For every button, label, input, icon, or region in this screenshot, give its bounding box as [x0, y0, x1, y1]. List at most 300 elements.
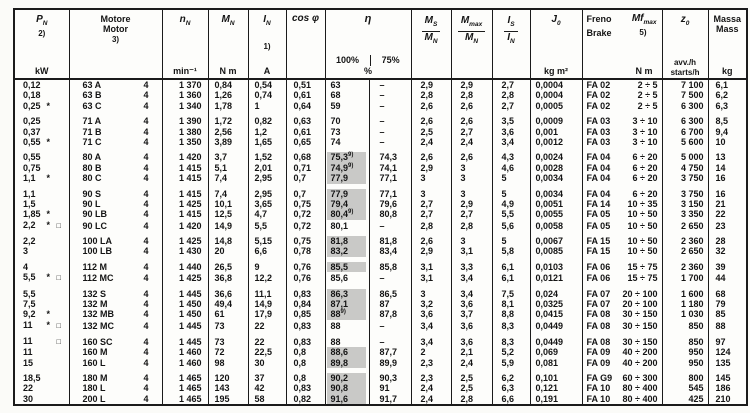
ms-ratio-cell: 2,3 — [411, 358, 451, 368]
brake-cell — [582, 383, 662, 393]
eta100-value: 81,8 — [327, 236, 366, 246]
brake-cell — [582, 137, 662, 147]
brake-torque-range: 3 ÷ 10 — [632, 126, 658, 137]
mmax-ratio-cell: 2,6 — [451, 111, 492, 126]
cosphi-cell: 0,7 — [286, 184, 325, 199]
mass-cell: 8,5 — [708, 111, 747, 126]
brake-type: FA 05 — [586, 220, 611, 231]
brake-cell — [582, 173, 662, 183]
eta100-value: 85,5 — [327, 262, 366, 272]
power-value: 0,18 — [23, 90, 41, 101]
eta75-cell: 87,7 — [369, 347, 411, 357]
current-cell: 22,5 — [248, 347, 286, 357]
ms-ratio-cell: 3 — [411, 283, 451, 298]
motor-title-it: Motore — [100, 14, 131, 24]
brake-type: FA 07 — [586, 298, 611, 309]
brake-type: FA 03 — [586, 126, 611, 137]
table-row — [14, 358, 747, 368]
header-is-ratio — [492, 9, 530, 79]
motor-group-3 — [14, 147, 747, 183]
torque-cell: 20 — [208, 246, 248, 256]
motor-size: 180 L — [82, 383, 106, 394]
inertia-cell: 0,101 — [530, 368, 582, 383]
power-cell — [14, 320, 69, 331]
current-cell: 1,65 — [248, 137, 286, 147]
footnote-5: 5) — [639, 28, 647, 38]
table-row — [14, 137, 747, 147]
header-torque — [208, 9, 248, 79]
eta100-value: 75,3$^{9)}$ — [327, 152, 366, 162]
starts-cell: 1 700 — [662, 272, 708, 283]
is-ratio-cell: 5 — [492, 173, 530, 183]
power-cell — [14, 79, 69, 90]
mass-cell: 21 — [708, 199, 747, 209]
inertia-cell: 0,0034 — [530, 184, 582, 199]
brake-torque-range: 3 ÷ 10 — [632, 116, 658, 127]
power-value: 11 — [23, 347, 33, 358]
is-ratio-cell: 8,3 — [492, 320, 530, 331]
inertia-cell: 0,069 — [530, 347, 582, 357]
ms-ratio-cell: 2,5 — [411, 127, 451, 137]
mass-cell: 68 — [708, 283, 747, 298]
mmax-ratio-cell: 2,8 — [451, 90, 492, 100]
eta75-cell: – — [369, 90, 411, 100]
eta100-cell — [325, 209, 369, 219]
power-cell — [14, 209, 69, 219]
inertia-cell: 0,001 — [530, 127, 582, 137]
brake-type: FA 02 — [586, 90, 611, 101]
brake-torque-range: 10 ÷ 50 — [627, 220, 658, 231]
torque-cell: 49,4 — [208, 299, 248, 309]
brake-cell — [582, 231, 662, 246]
eta75-cell: – — [369, 137, 411, 147]
power-value: 15 — [23, 357, 34, 368]
motor-size: 132 S — [82, 288, 107, 299]
is-ratio-cell: 6,6 — [492, 394, 530, 405]
mmax-ratio-cell: 2,7 — [451, 209, 492, 219]
eta100-value: 88,6 — [327, 347, 366, 357]
starts-cell: 3 750 — [662, 184, 708, 199]
mass-cell: 6,1 — [708, 79, 747, 90]
brake-type: FA 04 — [586, 188, 611, 199]
inertia-cell: 0,0034 — [530, 173, 582, 183]
power-cell — [14, 331, 69, 347]
ms-ratio-cell: 2,4 — [411, 383, 451, 393]
inertia-cell: 0,0121 — [530, 272, 582, 283]
power-value: 4 — [23, 261, 29, 272]
is-ratio-cell: 5,8 — [492, 246, 530, 256]
brake-title-it: Freno — [586, 14, 612, 24]
torque-cell: 5,1 — [208, 163, 248, 173]
eta100-value: 74 — [330, 137, 341, 148]
is-ratio-cell: 3,4 — [492, 137, 530, 147]
pole-count: 4 — [143, 393, 149, 404]
pole-count: 4 — [143, 90, 149, 101]
motor-size: 63 C — [82, 100, 102, 111]
mass-unit: kg — [722, 65, 733, 76]
current-cell: 22 — [248, 320, 286, 331]
mmax-ratio-cell: 3,6 — [451, 331, 492, 347]
eta100-value: 77,9 — [327, 173, 366, 183]
current-cell: 37 — [248, 368, 286, 383]
power-unit: kW — [35, 65, 49, 76]
inertia-cell: 0,121 — [530, 383, 582, 393]
torque-cell: 2,56 — [208, 127, 248, 137]
ms-ratio-cell: 2,9 — [411, 246, 451, 256]
ms-ratio-cell: 3 — [411, 184, 451, 199]
brake-torque-range: 30 ÷ 150 — [622, 309, 658, 320]
ms-ratio-cell: 3,6 — [411, 309, 451, 319]
brake-torque-range: 6 ÷ 20 — [632, 162, 658, 173]
brake-cell — [582, 309, 662, 319]
mmax-ratio-cell: 2,4 — [451, 358, 492, 368]
is-ratio-cell: 5,9 — [492, 358, 530, 368]
brake-torque-range: 60 ÷ 300 — [622, 373, 658, 384]
power-value: 0,75 — [23, 162, 41, 173]
is-ratio-cell: 5,6 — [492, 220, 530, 231]
table-row — [14, 79, 747, 90]
eta100-cell — [325, 101, 369, 111]
power-cell — [14, 127, 69, 137]
torque-cell: 195 — [208, 394, 248, 405]
table-row — [14, 347, 747, 357]
motor-size: 90 LC — [82, 220, 108, 231]
mmax-ratio-cell: 2,9 — [451, 79, 492, 90]
table-row — [14, 272, 747, 283]
ms-ratio-cell: 2,3 — [411, 368, 451, 383]
eta100-value: 68 — [330, 90, 341, 101]
mass-cell: 186 — [708, 383, 747, 393]
power-symbol: $P_N$ — [36, 14, 48, 27]
current-cell: 1,52 — [248, 147, 286, 162]
motor-size: 80 C — [82, 173, 102, 184]
brake-cell — [582, 101, 662, 111]
starts-cell: 4 750 — [662, 163, 708, 173]
asterisk-marker: * — [46, 137, 51, 148]
brake-torque-range: 80 ÷ 400 — [622, 393, 658, 404]
motor-cell — [69, 173, 162, 183]
eta100-cell — [325, 309, 369, 319]
starts-cell: 2 650 — [662, 220, 708, 231]
eta75-cell: 83,4 — [369, 246, 411, 256]
speed-cell: 1 445 — [162, 320, 208, 331]
pole-count: 4 — [143, 336, 149, 347]
brake-cell — [582, 246, 662, 256]
pole-count: 4 — [143, 173, 149, 184]
pole-count: 4 — [143, 298, 149, 309]
motor-group-4 — [14, 184, 747, 231]
ms-ratio-cell: 2,4 — [411, 137, 451, 147]
mass-cell: 124 — [708, 347, 747, 357]
current-cell: 6,6 — [248, 246, 286, 256]
starts-unit-it: avv./h — [673, 58, 697, 67]
pole-count: 4 — [143, 320, 149, 331]
power-cell — [14, 111, 69, 126]
current-cell: 30 — [248, 358, 286, 368]
motor-size: 80 A — [82, 152, 102, 163]
inertia-cell: 0,0024 — [530, 147, 582, 162]
power-cell — [14, 101, 69, 111]
brake-torque-range: 80 ÷ 400 — [622, 383, 658, 394]
power-cell — [14, 184, 69, 199]
eta100-cell — [325, 358, 369, 368]
cosphi-cell: 0,83 — [286, 320, 325, 331]
starts-symbol: $z_0$ — [680, 14, 690, 27]
mass-cell: 16 — [708, 173, 747, 183]
torque-cell: 7,4 — [208, 184, 248, 199]
power-value: 30 — [23, 393, 34, 404]
motor-size: 132 M — [82, 298, 108, 309]
brake-cell — [582, 368, 662, 383]
brake-cell — [582, 320, 662, 331]
inertia-cell: 0,0449 — [530, 331, 582, 347]
mass-cell: 10 — [708, 137, 747, 147]
mmax-ratio-cell: 3 — [451, 163, 492, 173]
power-cell — [14, 299, 69, 309]
pole-count: 4 — [143, 152, 149, 163]
eta100-value: 90,8 — [327, 383, 366, 393]
mmax-ratio-cell: 2,7 — [451, 127, 492, 137]
torque-cell: 73 — [208, 320, 248, 331]
power-cell — [14, 309, 69, 319]
eta100-value: 88$^{9)}$ — [327, 309, 366, 319]
pole-count: 4 — [143, 261, 149, 272]
torque-cell: 3,7 — [208, 147, 248, 162]
pole-count: 4 — [143, 137, 149, 148]
table-row — [14, 220, 747, 231]
power-cell — [14, 220, 69, 231]
header-mmax-ratio — [451, 9, 492, 79]
brake-torque-range: 6 ÷ 20 — [632, 173, 658, 184]
cosphi-cell: 0,83 — [286, 283, 325, 298]
mass-cell: 28 — [708, 231, 747, 246]
power-value: 1,85 — [23, 209, 41, 220]
header-ms-ratio — [411, 9, 451, 79]
mmax-ratio-cell: 3,3 — [451, 257, 492, 272]
brake-cell — [582, 283, 662, 298]
is-ratio-cell: 8,8 — [492, 309, 530, 319]
is-ratio-cell: 4,9 — [492, 199, 530, 209]
table-row — [14, 173, 747, 183]
brake-torque-range: 6 ÷ 20 — [632, 152, 658, 163]
ms-ratio-cell: 2,6 — [411, 147, 451, 162]
is-ratio-cell: 2,8 — [492, 90, 530, 100]
power-value: 11 — [23, 335, 33, 346]
cosphi-cell: 0,61 — [286, 127, 325, 137]
power-cell — [14, 147, 69, 162]
power-value: 5,5 — [23, 288, 36, 299]
power-cell — [14, 246, 69, 256]
ms-ratio-cell: 3 — [411, 173, 451, 183]
brake-torque-range: 40 ÷ 200 — [622, 357, 658, 368]
pole-count: 4 — [143, 220, 149, 231]
speed-cell: 1 460 — [162, 358, 208, 368]
torque-cell: 10,1 — [208, 199, 248, 209]
cosphi-cell: 0,8 — [286, 358, 325, 368]
eta75-cell: – — [369, 220, 411, 231]
mass-cell: 6,2 — [708, 90, 747, 100]
brake-torque-range: 20 ÷ 100 — [622, 298, 658, 309]
eta100-cell — [325, 220, 369, 231]
motor-size: 71 C — [82, 137, 102, 148]
speed-cell: 1 415 — [162, 173, 208, 183]
ms-ratio-cell: 2 — [411, 347, 451, 357]
motor-size: 80 B — [82, 162, 102, 173]
motor-cell — [69, 394, 162, 405]
mmax-mn-fraction: $\frac{M_{max}}{M_N}$ — [458, 16, 485, 48]
ms-ratio-cell: 3,2 — [411, 299, 451, 309]
power-value: 18,5 — [23, 373, 41, 384]
brake-torque-range: 30 ÷ 150 — [622, 336, 658, 347]
brake-cell — [582, 272, 662, 283]
eta75-cell: – — [369, 79, 411, 90]
power-cell — [14, 199, 69, 209]
pole-count: 4 — [143, 236, 149, 247]
motor-cell — [69, 137, 162, 147]
motor-size: 160 SC — [82, 336, 113, 347]
ms-ratio-cell: 2,6 — [411, 101, 451, 111]
starts-cell: 950 — [662, 358, 708, 368]
eta100-value: 70 — [330, 116, 341, 127]
eta100-value: 86,3 — [327, 289, 366, 299]
brake-cell — [582, 358, 662, 368]
is-ratio-cell: 5 — [492, 231, 530, 246]
cosphi-symbol: cos φ — [291, 13, 320, 24]
power-cell — [14, 90, 69, 100]
mmax-ratio-cell: 2,8 — [451, 394, 492, 405]
current-cell: 22 — [248, 331, 286, 347]
inertia-cell: 0,081 — [530, 358, 582, 368]
torque-cell: 7,4 — [208, 173, 248, 183]
brake-torque-range: 15 ÷ 75 — [627, 261, 658, 272]
eta100-cell — [325, 184, 369, 199]
power-cell — [14, 272, 69, 283]
footnote-3: 3) — [111, 34, 120, 44]
table-row — [14, 383, 747, 393]
eta100-cell — [325, 283, 369, 298]
speed-cell: 1 430 — [162, 246, 208, 256]
footnote-9-marker: 9) — [340, 309, 346, 316]
ms-ratio-cell: 3,4 — [411, 320, 451, 331]
mmax-ratio-cell: 3 — [451, 231, 492, 246]
motor-cell — [69, 220, 162, 231]
eta100-cell — [325, 137, 369, 147]
power-value: 9,2 — [23, 309, 36, 320]
motor-cell — [69, 79, 162, 90]
is-ratio-cell: 8,3 — [492, 331, 530, 347]
eta100-value: 77,9 — [327, 189, 366, 199]
eta-75-label: 75% — [381, 55, 400, 66]
power-value: 22 — [23, 383, 34, 394]
eta100-cell — [325, 147, 369, 162]
power-cell — [14, 231, 69, 246]
ms-ratio-cell: 2,6 — [411, 111, 451, 126]
brake-type: FA 10 — [586, 383, 611, 394]
brake-type: FA 09 — [586, 347, 611, 358]
torque-cell: 36,6 — [208, 283, 248, 298]
inertia-cell: 0,0004 — [530, 90, 582, 100]
inertia-cell: 0,0012 — [530, 137, 582, 147]
is-ratio-cell: 6,1 — [492, 272, 530, 283]
current-cell: 9 — [248, 257, 286, 272]
power-value: 0,55 — [23, 152, 41, 163]
starts-cell: 5 000 — [662, 147, 708, 162]
table-row — [14, 231, 747, 246]
eta75-cell: – — [369, 127, 411, 137]
mass-title-it: Massa — [713, 14, 742, 24]
pole-count: 4 — [143, 199, 149, 209]
eta100-value: 73 — [330, 126, 341, 137]
asterisk-marker: * — [46, 209, 51, 220]
table-row — [14, 147, 747, 162]
power-value: 1,5 — [23, 199, 36, 209]
current-cell: 3,65 — [248, 199, 286, 209]
cosphi-cell: 0,82 — [286, 394, 325, 405]
starts-cell: 1 030 — [662, 309, 708, 319]
mass-cell: 23 — [708, 220, 747, 231]
asterisk-marker: * — [46, 272, 51, 283]
motor-cell — [69, 257, 162, 272]
footnote-9-marker: 9) — [348, 152, 354, 159]
torque-cell: 1,78 — [208, 101, 248, 111]
torque-cell: 120 — [208, 368, 248, 383]
motor-title-en: Motor — [103, 24, 128, 35]
header-motor — [69, 9, 162, 79]
pole-count: 4 — [143, 288, 149, 299]
table-row — [14, 209, 747, 219]
eta100-value: 80,4$^{9)}$ — [327, 209, 366, 219]
eta100-value: 74,9$^{9)}$ — [327, 163, 366, 173]
speed-cell: 1 415 — [162, 163, 208, 173]
power-cell — [14, 163, 69, 173]
torque-cell: 14,9 — [208, 220, 248, 231]
table-row — [14, 163, 747, 173]
inertia-cell: 0,0028 — [530, 163, 582, 173]
table-row — [14, 331, 747, 347]
current-cell: 58 — [248, 394, 286, 405]
asterisk-marker: * — [46, 100, 51, 111]
power-cell — [14, 137, 69, 147]
eta100-cell — [325, 127, 369, 137]
is-ratio-cell: 6,2 — [492, 368, 530, 383]
is-ratio-cell: 5,2 — [492, 347, 530, 357]
speed-cell: 1 445 — [162, 331, 208, 347]
inertia-cell: 0,0103 — [530, 257, 582, 272]
starts-cell: 850 — [662, 320, 708, 331]
is-in-fraction: $\frac{I_S}{I_N}$ — [504, 16, 517, 48]
speed-cell: 1 360 — [162, 90, 208, 100]
motor-size: 90 LB — [82, 209, 108, 220]
speed-cell: 1 450 — [162, 309, 208, 319]
motor-group-5 — [14, 231, 747, 257]
cosphi-cell: 0,8 — [286, 347, 325, 357]
mass-cell: 88 — [708, 320, 747, 331]
mmax-ratio-cell: 2,1 — [451, 347, 492, 357]
eta75-cell: – — [369, 331, 411, 347]
brake-torque-range: 10 ÷ 50 — [627, 246, 658, 257]
starts-cell: 850 — [662, 331, 708, 347]
power-value: 1,1 — [23, 188, 36, 199]
brake-type: FA 15 — [586, 236, 611, 247]
pole-count: 4 — [143, 309, 149, 320]
eta75-cell: 74,3 — [369, 147, 411, 162]
torque-cell: 12,5 — [208, 209, 248, 219]
brake-torque-range: 20 ÷ 100 — [622, 288, 658, 299]
asterisk-marker: * — [46, 173, 51, 184]
header-brake — [582, 9, 662, 79]
starts-cell: 545 — [662, 383, 708, 393]
torque-cell: 143 — [208, 383, 248, 393]
